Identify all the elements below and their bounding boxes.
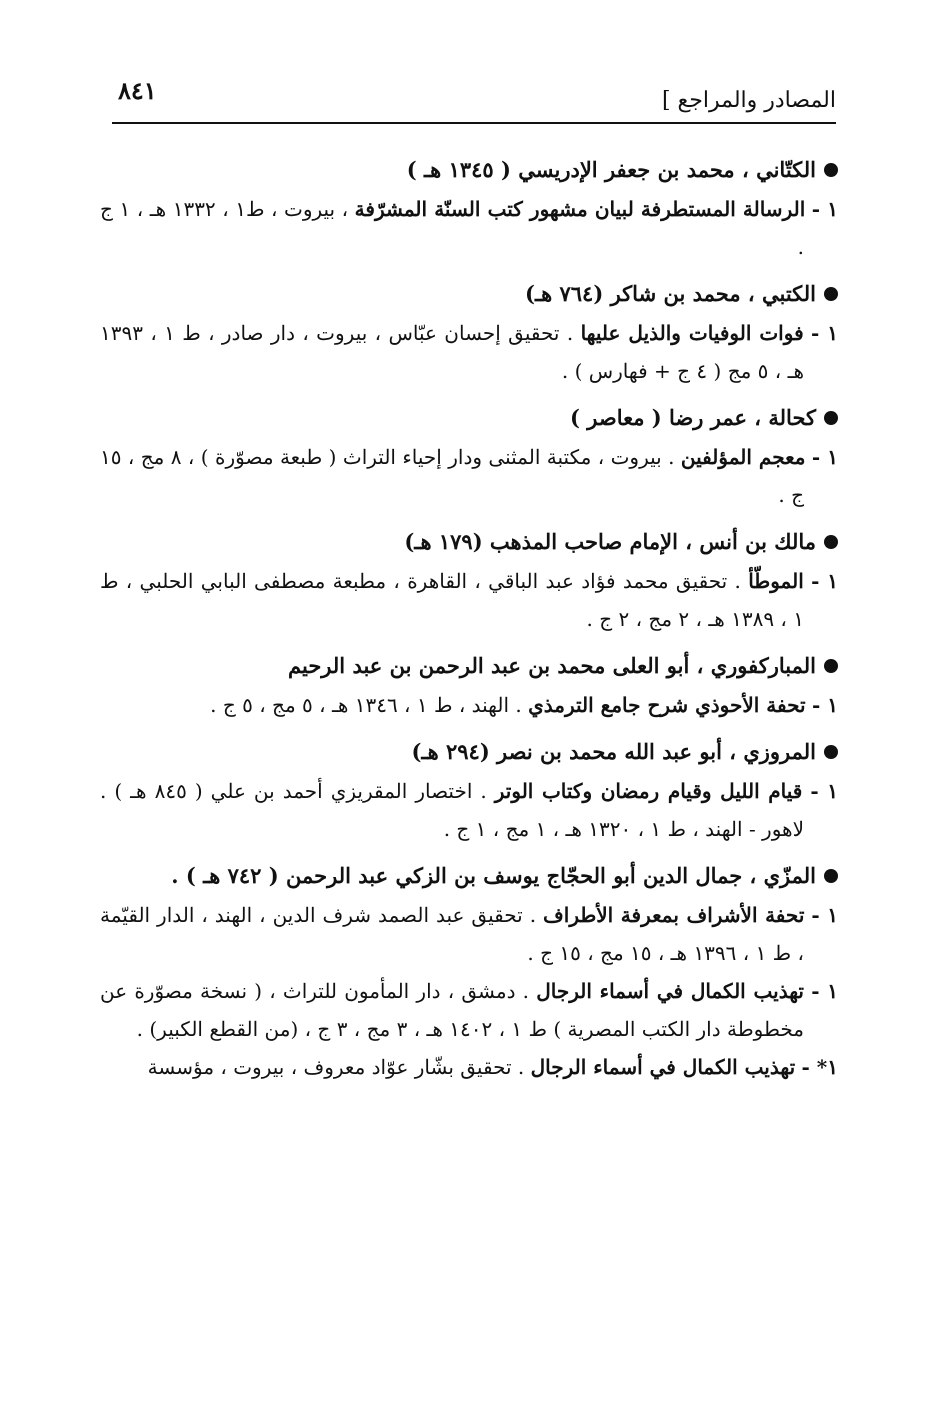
work-title: قيام الليل وقيام رمضان وكتاب الوتر	[494, 779, 803, 803]
author-heading	[100, 522, 838, 562]
running-title: المصادر والمراجع ]	[661, 88, 836, 113]
bullet-icon	[824, 535, 838, 549]
work-number: ١ -	[811, 321, 839, 345]
work-title: تحفة الأحوذي شرح جامع الترمذي	[528, 693, 806, 717]
bibliography-entry	[100, 150, 838, 266]
work-details: . تحقيق بشّار عوّاد معروف ، بيروت ، مؤسسة	[147, 1055, 525, 1079]
bibliography-entry	[100, 646, 838, 724]
work-details: . بيروت ، مكتبة المثنى ودار إحياء التراث ( طبعة مصوّرة ) ، ٨ مج ، ١٥ ج .	[100, 445, 804, 507]
bibliography-entry	[100, 274, 838, 390]
work-title: تهذيب الكمال في أسماء الرجال	[536, 979, 804, 1003]
author-heading	[100, 646, 838, 686]
bibliography-list	[100, 150, 838, 1094]
author-name: الكتّاني ، محمد بن جعفر الإدريسي ( ١٣٤٥ هـ )	[406, 157, 816, 182]
bullet-icon	[824, 869, 838, 883]
bibliography-entry	[100, 398, 838, 514]
author-name: المباركفوري ، أبو العلى محمد بن عبد الرحمن بن عبد الرحيم	[288, 653, 816, 678]
work-details: . تحقيق إحسان عبّاس ، بيروت ، دار صادر ، ط ١ ، ١٣٩٣ هـ ، ٥ مج ( ٤ ج + فهارس ) .	[100, 321, 804, 383]
work-details: . تحقيق عبد الصمد شرف الدين ، الهند ، الدار القيّمة ، ط ١ ، ١٣٩٦ هـ ، ١٥ مج ، ١٥ ج .	[100, 903, 804, 965]
work-item	[100, 972, 838, 1048]
work-item	[100, 562, 838, 638]
work-title: الرسالة المستطرفة لبيان مشهور كتب السنّة المشرّفة	[354, 197, 806, 221]
author-name: المروزي ، أبو عبد الله محمد بن نصر (٢٩٤ هـ)	[411, 739, 816, 764]
author-heading	[100, 732, 838, 772]
work-number: ١ -	[811, 197, 838, 221]
work-number: ١ -	[811, 903, 838, 927]
page-header	[112, 66, 836, 124]
work-number: ١ -	[810, 779, 839, 803]
author-name: مالك بن أنس ، الإمام صاحب المذهب (١٧٩ هـ)	[404, 529, 816, 554]
page-number: ٨٤١	[118, 76, 157, 105]
work-item	[100, 190, 838, 266]
work-details: . دمشق ، دار المأمون للتراث ، ( نسخة مصوّرة عن مخطوطة دار الكتب المصرية ) ط ١ ، ١٤٠٢ هـ ، ٣ مج ، ٣ ج ، (من القطع الكبير) .	[100, 979, 804, 1041]
author-heading	[100, 856, 838, 896]
bullet-icon	[824, 287, 838, 301]
bullet-icon	[824, 745, 838, 759]
work-details: . تحقيق محمد فؤاد عبد الباقي ، القاهرة ، مطبعة مصطفى البابي الحلبي ، ط ١ ، ١٣٨٩ هـ ، ٢ مج ، ٢ ج .	[100, 569, 804, 631]
bibliography-entry	[100, 522, 838, 638]
work-number: ١ -	[811, 569, 839, 593]
work-item	[100, 896, 838, 972]
work-details: . الهند ، ط ١ ، ١٣٤٦ هـ ، ٥ مج ، ٥ ج .	[210, 693, 522, 717]
work-number: ١ -	[811, 693, 838, 717]
work-details: . اختصار المقريزي أحمد بن علي ( ٨٤٥ هـ ) . لاهور - الهند ، ط ١ ، ١٣٢٠ هـ ، ١ مج ، ١ ج .	[100, 779, 804, 841]
author-heading	[100, 274, 838, 314]
bibliography-entry	[100, 732, 838, 848]
work-title: تهذيب الكمال في أسماء الرجال	[530, 1055, 796, 1079]
author-name: الكتبي ، محمد بن شاكر (٧٦٤ هـ)	[525, 281, 816, 306]
work-item	[100, 686, 838, 724]
work-item	[100, 1048, 838, 1086]
work-item	[100, 772, 838, 848]
bullet-icon	[824, 411, 838, 425]
work-title: معجم المؤلفين	[680, 445, 806, 469]
work-number: ١* -	[801, 1055, 838, 1079]
work-details: ، بيروت ، ط١ ، ١٣٣٢ هـ ، ١ ج .	[100, 197, 804, 259]
work-title: الموطّأ	[748, 569, 804, 593]
work-item	[100, 314, 838, 390]
work-item	[100, 438, 838, 514]
work-number: ١ -	[811, 445, 838, 469]
work-title: تحفة الأشراف بمعرفة الأطراف	[543, 903, 805, 927]
work-title: فوات الوفيات والذيل عليها	[580, 321, 804, 345]
bibliography-entry	[100, 856, 838, 1086]
bullet-icon	[824, 163, 838, 177]
work-number: ١ -	[811, 979, 839, 1003]
author-name: كحالة ، عمر رضا ( معاصر )	[570, 405, 816, 430]
author-heading	[100, 150, 838, 190]
author-name: المزّي ، جمال الدين أبو الحجّاج يوسف بن الزكي عبد الرحمن ( ٧٤٢ هـ ) .	[171, 863, 816, 888]
bullet-icon	[824, 659, 838, 673]
author-heading	[100, 398, 838, 438]
